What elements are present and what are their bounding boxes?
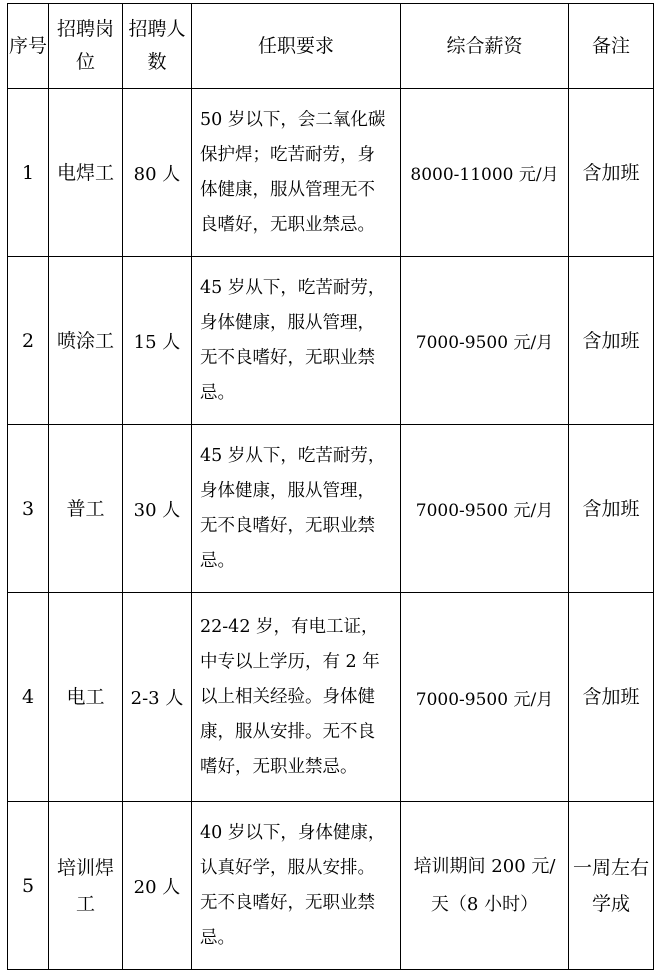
row-salary: 培训期间 200 元/天（8 小时） [401, 802, 569, 970]
row-requirements: 45 岁从下，吃苦耐劳， 身体健康，服从管理， 无不良嗜好，无职业禁 忌。 [192, 425, 401, 593]
header-salary: 综合薪资 [401, 4, 569, 89]
header-requirements: 任职要求 [192, 4, 401, 89]
table-row [8, 802, 654, 970]
row-note: 含加班 [569, 89, 654, 257]
row-requirements: 22-42 岁，有电工证， 中专以上学历，有 2 年 以上相关经验。身体健 康，服从安排。无不良 嗜好，无职业禁忌。 [192, 593, 401, 802]
row-count: 2-3 人 [123, 593, 192, 802]
row-no: 3 [8, 425, 49, 593]
header-no: 序号 [8, 4, 49, 89]
row-position: 电工 [49, 593, 123, 802]
table-row [8, 593, 654, 802]
table-row [8, 257, 654, 425]
row-note: 含加班 [569, 425, 654, 593]
row-requirements: 50 岁以下，会二氧化碳 保护焊；吃苦耐劳，身 体健康，服从管理无不 良嗜好，无职业禁忌。 [192, 89, 401, 257]
header-row [8, 4, 654, 89]
row-no: 4 [8, 593, 49, 802]
header-note: 备注 [569, 4, 654, 89]
row-position: 培训焊工 [49, 802, 123, 970]
row-note: 含加班 [569, 593, 654, 802]
row-note: 一周左右学成 [569, 802, 654, 970]
header-position: 招聘岗位 [49, 4, 123, 89]
row-no: 5 [8, 802, 49, 970]
row-no: 1 [8, 89, 49, 257]
row-requirements: 40 岁以下，身体健康， 认真好学，服从安排。 无不良嗜好，无职业禁 忌。 [192, 802, 401, 970]
row-position: 喷涂工 [49, 257, 123, 425]
row-count: 80 人 [123, 89, 192, 257]
row-note: 含加班 [569, 257, 654, 425]
table-row [8, 425, 654, 593]
row-position: 电焊工 [49, 89, 123, 257]
row-count: 15 人 [123, 257, 192, 425]
row-no: 2 [8, 257, 49, 425]
row-position: 普工 [49, 425, 123, 593]
row-requirements: 45 岁从下，吃苦耐劳， 身体健康，服从管理， 无不良嗜好，无职业禁 忌。 [192, 257, 401, 425]
row-salary: 8000-11000 元/月 [401, 89, 569, 257]
header-count: 招聘人数 [123, 4, 192, 89]
row-salary: 7000-9500 元/月 [401, 257, 569, 425]
table-row [8, 89, 654, 257]
recruitment-table [7, 3, 654, 970]
row-salary: 7000-9500 元/月 [401, 425, 569, 593]
row-count: 30 人 [123, 425, 192, 593]
row-count: 20 人 [123, 802, 192, 970]
row-salary: 7000-9500 元/月 [401, 593, 569, 802]
